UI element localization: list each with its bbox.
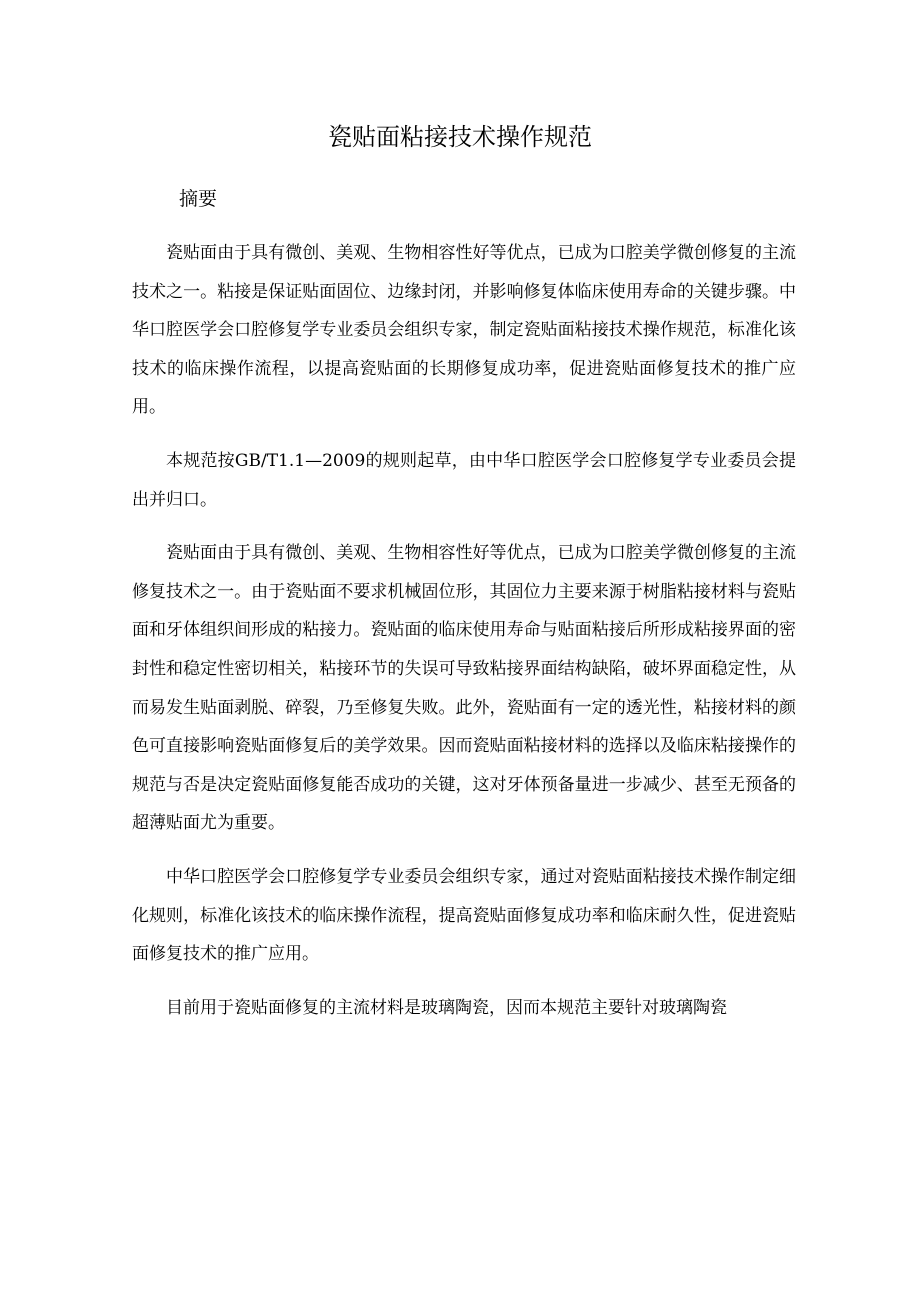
document-title: 瓷贴面粘接技术操作规范 [328, 123, 592, 151]
paragraph-intro: 瓷贴面由于具有微创、美观、生物相容性好等优点，已成为口腔美学微创修复的主流技术之一。粘接是保证贴面固位、边缘封闭，并影响修复体临床使用寿命的关键步骤。中华口腔医学会口腔修复学专业委员会组织专家，制定瓷贴面粘接技术操作规范，标准化该技术的临床操作流程，以提高瓷贴面的长期修复成功率，促进瓷贴面修复技术的推广应用。 [132, 243, 796, 418]
paragraph-materials: 目前用于瓷贴面修复的主流材料是玻璃陶瓷，因而本规范主要针对玻璃陶瓷 [166, 997, 727, 1018]
paragraph-standard-note: 本规范按GB/T1.1—2009的规则起草，由中华口腔医学会口腔修复学专业委员会提出并归口。 [132, 450, 796, 510]
document-body [132, 234, 796, 1042]
section-heading-abstract: 摘要 [179, 188, 218, 210]
paragraph-background: 瓷贴面由于具有微创、美观、生物相容性好等优点，已成为口腔美学微创修复的主流修复技术之一。由于瓷贴面不要求机械固位形，其固位力主要来源于树脂粘接材料与瓷贴面和牙体组织间形成的粘接力。瓷贴面的临床使用寿命与贴面粘接后所形成粘接界面的密封性和稳定性密切相关，粘接环节的失误可导致粘接界面结构缺陷，破坏界面稳定性，从而易发生贴面剥脱、碎裂，乃至修复失败。此外，瓷贴面有一定的透光性，粘接材料的颜色可直接影响瓷贴面修复后的美学效果。因而瓷贴面粘接材料的选择以及临床粘接操作的规范与否是决定瓷贴面修复能否成功的关键，这对牙体预备量进一步减少、甚至无预备的超薄贴面尤为重要。 [132, 543, 796, 834]
paragraph-committee: 中华口腔医学会口腔修复学专业委员会组织专家，通过对瓷贴面粘接技术操作制定细化规则，标准化该技术的临床操作流程，提高瓷贴面修复成功率和临床耐久性，促进瓷贴面修复技术的推广应用。 [132, 866, 796, 965]
